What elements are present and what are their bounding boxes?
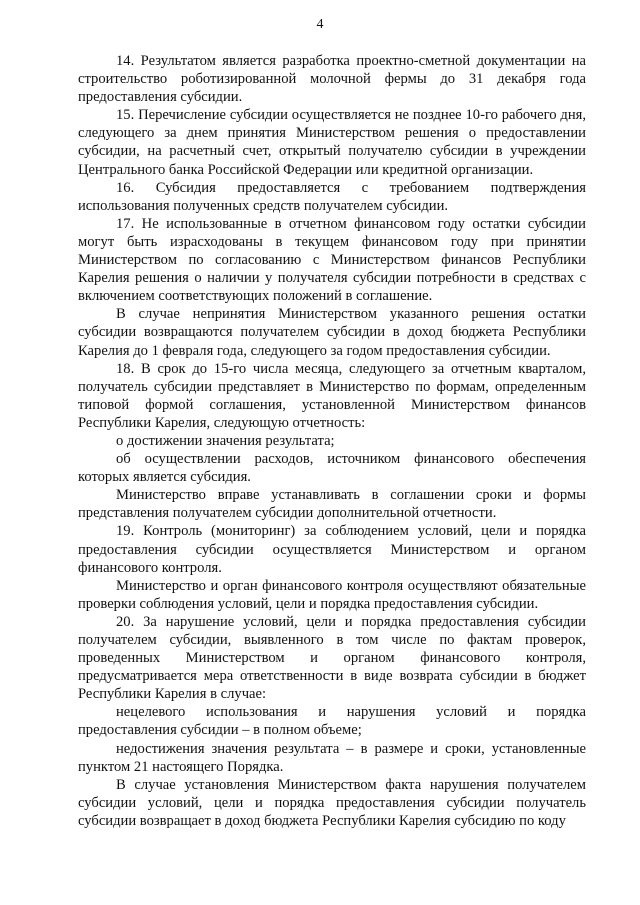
paragraph-14: 14. Результатом является разработка проектно-сметной документации на строительство роботизированной молочной фермы до 31 декабря года предоставления субсидии. (78, 53, 586, 106)
paragraph-17-continuation: В случае непринятия Министерством указанного решения остатки субсидии возвращаются получателем субсидии в доход бюджета Республики Карелия до 1 февраля года, следующего за годом предоставления субсидии. (78, 306, 586, 359)
paragraph-20-item-misuse: нецелевого использования и нарушения условий и порядка предоставления субсидии – в полном объеме; (78, 704, 586, 739)
paragraph-18-item-result: о достижении значения результата; (116, 432, 335, 449)
paragraph-20: 20. За нарушение условий, цели и порядка предоставления субсидии получателем субсидии, выявленного в том числе по фактам проверок, проведенных Министерством и органом финансового контроля, предусматривается мера ответственности в виде возврата субсидии в бюджет Республики Карелия в случае: (78, 613, 586, 703)
paragraph-19: 19. Контроль (мониторинг) за соблюдением условий, цели и порядка предоставления субсидии осуществляется Министерством и органом финансового контроля. (78, 523, 586, 576)
paragraph-19-continuation: Министерство и орган финансового контроля осуществляют обязательные проверки соблюдения условий, цели и порядка предоставления субсидии. (78, 577, 586, 612)
paragraph-18-item-expenses: об осуществлении расходов, источником финансового обеспечения которых является субсидия. (78, 451, 586, 486)
page-number: 4 (316, 17, 324, 32)
paragraph-18: 18. В срок до 15-го числа месяца, следующего за отчетным кварталом, получатель субсидии представляет в Министерство по формам, определенным типовой формой соглашения, установленной Министерством финансов Республики Карелия, следующую отчетность: (78, 360, 586, 431)
paragraph-18-additional: Министерство вправе устанавливать в соглашении сроки и формы представления получателем субсидии дополнительной отчетности. (78, 487, 586, 522)
paragraph-17: 17. Не использованные в отчетном финансовом году остатки субсидии могут быть израсходованы в текущем финансовом году при принятии Министерством по согласованию с Министерством финансов Республики Карелия решения о наличии у получателя субсидии потребности в средствах с включением соответствующих положений в соглашение. (78, 215, 586, 305)
document-body (78, 52, 586, 830)
paragraph-15: 15. Перечисление субсидии осуществляется не позднее 10-го рабочего дня, следующего за днем принятия Министерством решения о предоставлении субсидии, на расчетный счет, открытый получателю субсидии в учреждении Центрального банка Российской Федерации или кредитной организации. (78, 107, 586, 178)
paragraph-20-continuation: В случае установления Министерством факта нарушения получателем субсидии условий, цели и порядка предоставления субсидии получатель субсидии возвращает в доход бюджета Республики Карелия субсидию по коду (78, 776, 586, 829)
paragraph-16: 16. Субсидия предоставляется с требованием подтверждения использования полученных средств получателем субсидии. (78, 179, 586, 214)
paragraph-20-item-result: недостижения значения результата – в размере и сроки, установленные пунктом 21 настоящего Порядка. (78, 740, 586, 775)
